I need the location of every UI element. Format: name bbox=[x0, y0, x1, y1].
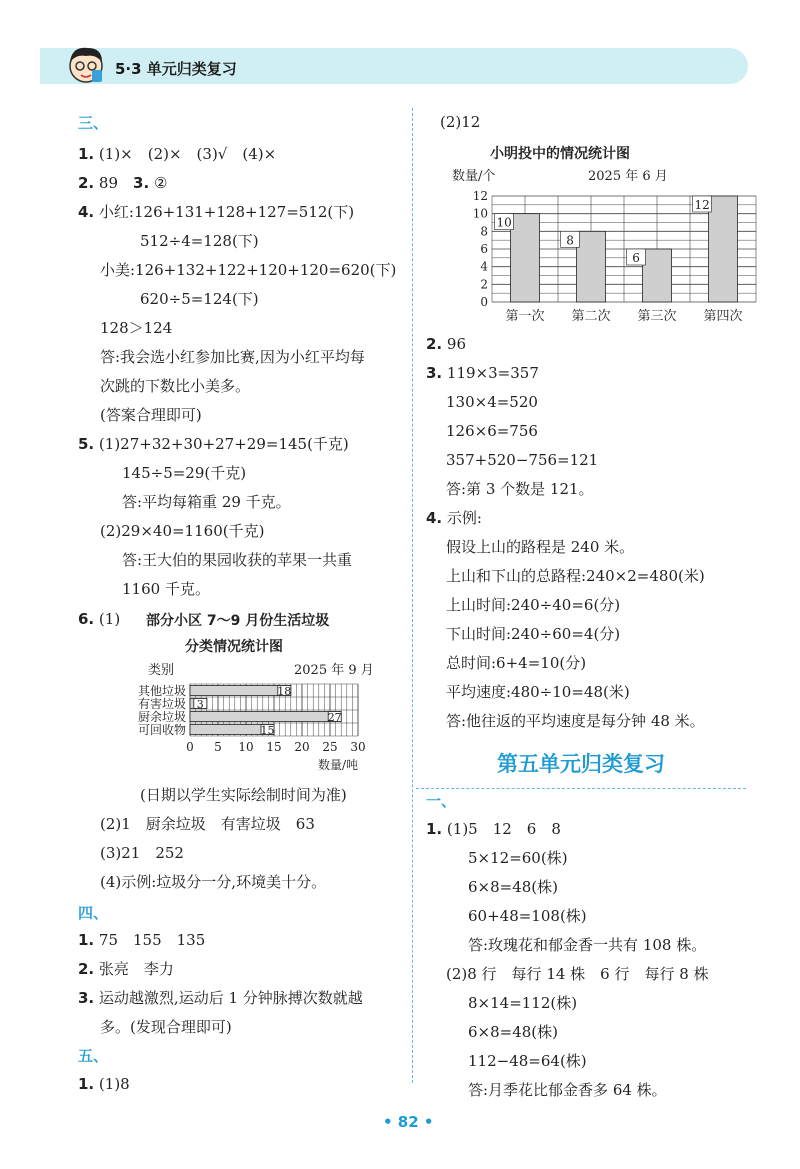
chart1-title-2: 分类情况统计图 bbox=[185, 639, 283, 655]
answer-3-5-line-2: 145÷5=29(千克) bbox=[122, 464, 247, 482]
chart1-category-label: 可回收物 bbox=[137, 723, 186, 737]
answer-u5-line-6: (2)8 行 每行 14 株 6 行 每行 8 株 bbox=[446, 965, 709, 983]
chart2-bar bbox=[511, 214, 540, 302]
chart2-ylabel: 数量/个 bbox=[452, 169, 496, 184]
answer-u5-line-4: 60+48=108(株) bbox=[468, 907, 587, 925]
answer-r-top: (2)12 bbox=[440, 113, 481, 131]
chart2-date: 2025 年 6 月 bbox=[588, 169, 668, 184]
answer-text: (1)27+32+30+27+29=145(千克) bbox=[98, 435, 349, 453]
chart2-bar bbox=[577, 231, 606, 302]
answer-r-3-line-3: 126×6=756 bbox=[446, 422, 538, 440]
answer-3-6-line-3: (3)21 252 bbox=[100, 844, 184, 862]
answer-3-6-prefix bbox=[78, 609, 120, 629]
chart1-tick-label: 0 bbox=[186, 740, 194, 754]
answer-r-4-line-2: 假设上山的路程是 240 米。 bbox=[446, 538, 635, 556]
chart1-data-label: 27 bbox=[327, 711, 342, 724]
answer-num: 3. bbox=[78, 989, 95, 1007]
answer-r-3-line-2: 130×4=520 bbox=[446, 393, 538, 411]
chart2-category-label: 第三次 bbox=[637, 309, 677, 324]
answer-4-3 bbox=[78, 988, 363, 1008]
answer-r-4-line-5: 下山时间:240÷60=4(分) bbox=[446, 625, 621, 643]
mascot-icon bbox=[62, 40, 110, 88]
chart1-tick-label: 15 bbox=[266, 740, 282, 754]
section-4-title: 四、 bbox=[78, 904, 109, 922]
answer-u5-line-7: 8×14=112(株) bbox=[468, 994, 578, 1012]
answer-4-1 bbox=[78, 930, 205, 950]
chart2-tick-label: 0 bbox=[480, 295, 488, 309]
chart1-ylabel: 类别 bbox=[148, 663, 175, 678]
answer-u5-line-5: 答:玫瑰花和郁金香一共有 108 株。 bbox=[468, 936, 707, 954]
answer-r-4-line-7: 平均速度:480÷10=48(米) bbox=[446, 683, 630, 701]
answer-4-3-cont: 多。(发现合理即可) bbox=[100, 1018, 232, 1036]
column-divider bbox=[412, 108, 413, 1083]
answer-text: 运动越激烈,运动后 1 分钟脉搏次数就越 bbox=[98, 989, 363, 1007]
chart2-tick-label: 2 bbox=[480, 277, 488, 292]
answer-text: ② bbox=[153, 174, 168, 192]
chart1-bar bbox=[190, 686, 291, 696]
answer-num: 4. bbox=[426, 509, 443, 527]
answer-r-2 bbox=[426, 334, 466, 354]
answer-3-4-line-2: 512÷4=128(下) bbox=[140, 232, 259, 250]
answer-u5-line-2: 5×12=60(株) bbox=[468, 849, 568, 867]
answer-3-4-line-4: 620÷5=124(下) bbox=[140, 290, 259, 308]
chart1-tick-label: 5 bbox=[214, 740, 222, 754]
answer-num: 2. bbox=[78, 960, 95, 978]
answer-text: 75 155 135 bbox=[98, 931, 206, 949]
answer-text: 小红:126+131+128+127=512(下) bbox=[98, 203, 355, 221]
answer-3-6-line-2: (2)1 厨余垃圾 有害垃圾 63 bbox=[100, 815, 315, 833]
chart1-date: 2025 年 9 月 bbox=[294, 663, 374, 678]
header-title: 5·3 单元归类复习 bbox=[115, 60, 237, 78]
answer-r-3-line-5: 答:第 3 个数是 121。 bbox=[446, 480, 594, 498]
chart1-tick-label: 30 bbox=[350, 740, 366, 754]
answer-num: 6. bbox=[78, 610, 95, 628]
answer-3-4-line-1 bbox=[78, 202, 354, 222]
answer-r-3-line-1 bbox=[426, 363, 539, 383]
answer-num: 2. bbox=[78, 174, 95, 192]
chart2-bar bbox=[643, 249, 672, 302]
answer-3-1 bbox=[78, 144, 276, 164]
chart2-bar bbox=[709, 196, 738, 302]
chart2-title: 小明投中的情况统计图 bbox=[490, 146, 630, 162]
answer-num: 4. bbox=[78, 203, 95, 221]
chart1-category-label: 其他垃圾 bbox=[137, 684, 186, 698]
answer-text: (1)5 12 6 8 bbox=[446, 820, 561, 838]
answer-r-4-line-8: 答:他往返的平均速度是每分钟 48 米。 bbox=[446, 712, 705, 730]
answer-3-4-line-6: 答:我会选小红参加比赛,因为小红平均每 bbox=[100, 348, 365, 366]
chart2-tick-label: 6 bbox=[480, 242, 488, 256]
answer-num: 2. bbox=[426, 335, 443, 353]
answer-r-4-line-6: 总时间:6+4=10(分) bbox=[446, 654, 587, 672]
answer-num: 5. bbox=[78, 435, 95, 453]
garbage-bar-chart bbox=[118, 658, 378, 774]
answer-u5-line-3: 6×8=48(株) bbox=[468, 878, 559, 896]
answer-4-2 bbox=[78, 959, 174, 979]
answer-3-5-line-5: 答:王大伯的果园收获的苹果一共重 bbox=[122, 551, 353, 569]
chart1-title: 部分小区 7～9 月份生活垃圾 bbox=[146, 613, 330, 629]
unit5-section-1-title: 一、 bbox=[426, 792, 457, 810]
answer-num: 3. bbox=[133, 174, 150, 192]
unit-5-title: 第五单元归类复习 bbox=[497, 752, 665, 776]
chart2-data-label: 6 bbox=[632, 251, 640, 265]
answer-u5-line-10: 答:月季花比郁金香多 64 株。 bbox=[468, 1081, 667, 1099]
chart2-tick-label: 10 bbox=[472, 206, 488, 221]
chart1-data-label: 18 bbox=[277, 685, 292, 698]
answer-3-6-line-1: (日期以学生实际绘制时间为准) bbox=[140, 786, 347, 804]
answer-num: 1. bbox=[78, 1075, 95, 1093]
answer-num: 1. bbox=[426, 820, 443, 838]
chart1-xlabel: 数量/吨 bbox=[318, 758, 359, 772]
chart2-data-label: 8 bbox=[566, 233, 574, 248]
chart2-data-label: 10 bbox=[496, 215, 512, 230]
section-5-title: 五、 bbox=[78, 1047, 109, 1065]
chart1-data-label: 15 bbox=[260, 724, 275, 737]
answer-3-4-line-8: (答案合理即可) bbox=[100, 406, 202, 424]
answer-3-2 bbox=[78, 173, 167, 193]
answer-3-5-line-3: 答:平均每箱重 29 千克。 bbox=[122, 493, 291, 511]
answer-u5-line-1 bbox=[426, 819, 561, 839]
answer-text: 96 bbox=[446, 335, 467, 353]
answer-3-5-line-4: (2)29×40=1160(千克) bbox=[100, 522, 265, 540]
answer-3-5-line-6: 1160 千克。 bbox=[122, 580, 210, 598]
answer-r-4-line-4: 上山时间:240÷40=6(分) bbox=[446, 596, 621, 614]
page-number: • 82 • bbox=[383, 1113, 434, 1131]
answer-text: 119×3=357 bbox=[446, 364, 539, 382]
chart1-tick-label: 10 bbox=[238, 740, 254, 754]
answer-num: 3. bbox=[426, 364, 443, 382]
answer-5-1 bbox=[78, 1074, 130, 1094]
answer-num: 1. bbox=[78, 145, 95, 163]
answer-num: 1. bbox=[78, 931, 95, 949]
answer-u5-line-8: 6×8=48(株) bbox=[468, 1023, 559, 1041]
answer-r-4-line-3: 上山和下山的总路程:240×2=480(米) bbox=[446, 567, 705, 585]
answer-r-4-line-1 bbox=[426, 508, 482, 528]
answer-text: (1) bbox=[98, 610, 121, 628]
shots-bar-chart bbox=[440, 164, 743, 328]
answer-text: (1)× (2)× (3)√ (4)× bbox=[98, 145, 277, 163]
chart1-tick-label: 25 bbox=[322, 740, 338, 754]
unit-title-rule bbox=[416, 788, 746, 789]
chart2-category-label: 第四次 bbox=[703, 309, 743, 324]
chart1-bar bbox=[190, 712, 341, 722]
answer-text: 张亮 李力 bbox=[98, 960, 174, 978]
chart1-category-label: 有害垃圾 bbox=[137, 697, 186, 711]
chart2-tick-label: 12 bbox=[472, 189, 488, 203]
answer-3-4-line-3: 小美:126+132+122+120+120=620(下) bbox=[100, 261, 397, 279]
chart1-tick-label: 20 bbox=[294, 740, 310, 754]
chart2-category-label: 第二次 bbox=[571, 309, 611, 324]
chart2-tick-label: 8 bbox=[480, 224, 488, 239]
answer-3-4-line-7: 次跳的下数比小美多。 bbox=[100, 377, 251, 395]
answer-u5-line-9: 112−48=64(株) bbox=[468, 1052, 587, 1070]
section-3-title: 三、 bbox=[78, 114, 109, 132]
chart2-tick-label: 4 bbox=[480, 259, 488, 274]
answer-r-3-line-4: 357+520−756=121 bbox=[446, 451, 599, 469]
chart2-data-label: 12 bbox=[694, 198, 710, 212]
answer-3-6-line-4: (4)示例:垃圾分一分,环境美十分。 bbox=[100, 873, 327, 891]
answer-3-5-line-1 bbox=[78, 434, 349, 454]
answer-text: 89 bbox=[98, 174, 119, 192]
chart2-category-label: 第一次 bbox=[505, 309, 545, 324]
answer-text: 示例: bbox=[446, 509, 482, 527]
chart1-category-label: 厨余垃圾 bbox=[137, 710, 186, 724]
chart1-data-label: 3 bbox=[196, 698, 204, 711]
answer-3-4-line-5: 128＞124 bbox=[100, 319, 173, 337]
answer-text: (1)8 bbox=[98, 1075, 130, 1093]
